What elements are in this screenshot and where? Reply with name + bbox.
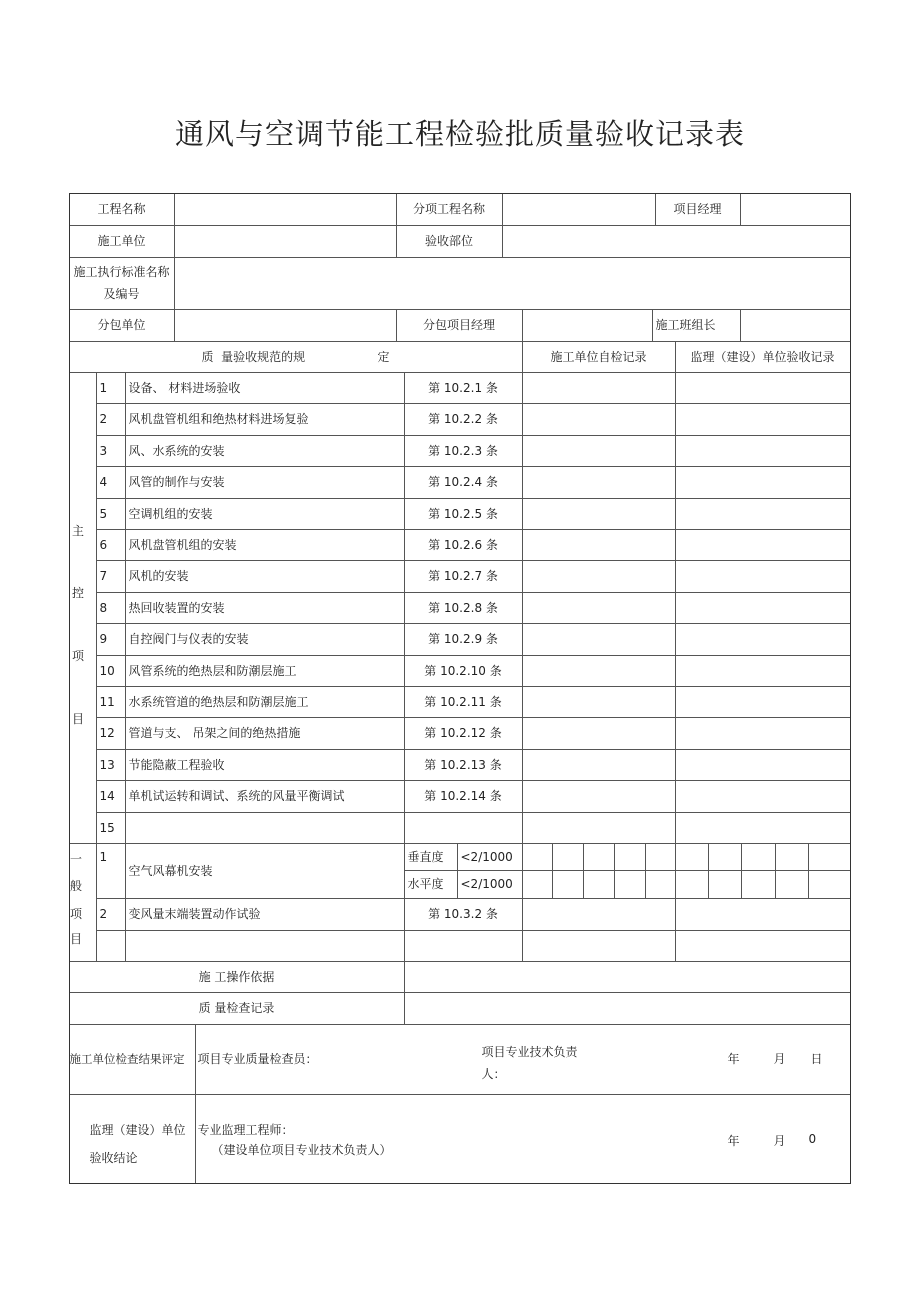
supervision-header-text: 监理（建设）单位验收记录 [690, 349, 835, 364]
sub-project-label [396, 193, 503, 226]
supervision-header [675, 341, 851, 373]
item-number [96, 623, 126, 656]
supervision-field[interactable] [675, 372, 851, 404]
level-label-text: 水平度 [407, 877, 444, 891]
inspection-part-field[interactable] [502, 225, 851, 258]
self-check-field[interactable] [522, 529, 676, 561]
item-number [96, 592, 126, 624]
category-char: 主 [72, 524, 85, 538]
item-number [96, 435, 126, 467]
supervision-label-2: 验收结论 [89, 1150, 138, 1165]
item-number [96, 403, 126, 436]
category-char: 项 [70, 907, 83, 921]
item-number [96, 372, 126, 404]
sub-pm-label-text: 分包项目经理 [422, 318, 495, 332]
supervision-field[interactable] [675, 623, 851, 656]
item-name [125, 812, 405, 844]
item-clause [404, 749, 523, 781]
self-check-field[interactable] [522, 403, 676, 436]
sub-project-field[interactable] [502, 193, 656, 226]
measure-cell[interactable] [775, 870, 809, 899]
item-name-text: 风机盘管机组的安装 [128, 537, 237, 552]
measure-cell[interactable] [522, 870, 553, 899]
inspection-part-label-text: 验收部位 [424, 234, 473, 248]
supervision-field[interactable] [675, 898, 851, 931]
sub-project-label-text: 分项工程名称 [412, 202, 485, 216]
item-clause [404, 592, 523, 624]
subcontractor-label-text: 分包单位 [97, 318, 146, 332]
category-char: 项 [72, 649, 85, 663]
supervision-label-1: 监理（建设）单位 [89, 1122, 186, 1137]
measure-cell[interactable] [708, 870, 742, 899]
item-number-text: 9 [99, 632, 108, 646]
supervision-field[interactable] [675, 435, 851, 467]
supervision-field[interactable] [675, 560, 851, 593]
measure-cell[interactable] [614, 843, 646, 871]
item-name-text: 设备、 材料进场验收 [128, 380, 241, 395]
item-clause-text: 第 10.3.2 条 [428, 907, 498, 921]
sub-pm-field[interactable] [522, 309, 653, 342]
item-name [125, 898, 405, 931]
year-label: 年 [727, 1051, 740, 1066]
category-char: 般 [70, 879, 83, 893]
year-label: 年 [727, 1133, 740, 1148]
item-number-text: 5 [99, 506, 108, 521]
item-name-text: 水系统管道的绝热层和防潮层施工 [128, 694, 309, 709]
item-number-text: 1 [99, 380, 108, 395]
item-clause-text: 第 10.2.4 条 [428, 475, 498, 489]
self-check-field[interactable] [522, 686, 676, 718]
item-clause [404, 686, 523, 718]
category-char: 目 [72, 712, 85, 726]
quality-inspector-label: 项目专业质量检查员： [197, 1051, 318, 1066]
item-name [125, 749, 405, 781]
item-name-text: 管道与支、 吊架之间的绝热措施 [128, 726, 301, 740]
supervision-conclusion-field[interactable] [195, 1094, 851, 1184]
item-name-text: 节能隐蔽工程验收 [128, 757, 225, 772]
spec-header-text: 质 量验收规范的规 定 [201, 349, 390, 364]
item-name-text: 空气风幕机安装 [128, 863, 213, 878]
measure-cell[interactable] [741, 870, 776, 899]
supervision-field[interactable] [675, 780, 851, 813]
category-char: 控 [72, 586, 85, 600]
self-check-field[interactable] [522, 498, 676, 530]
owner-tech-lead-label: （建设单位项目专业技术负责人） [211, 1142, 392, 1157]
item-clause-text: 第 10.2.7 条 [428, 569, 498, 583]
item-clause-text: 第 10.2.5 条 [428, 506, 498, 521]
quality-record-field[interactable] [404, 992, 851, 1025]
item-number [96, 930, 126, 962]
project-manager-label-text: 项目经理 [673, 202, 722, 216]
self-check-field[interactable] [522, 466, 676, 499]
project-manager-label [655, 193, 741, 226]
level-label [404, 870, 458, 899]
item-name [125, 623, 405, 656]
item-number [96, 898, 126, 931]
item-number-text: 8 [99, 600, 108, 615]
measure-cell[interactable] [583, 870, 615, 899]
supervision-field[interactable] [675, 686, 851, 718]
level-value-text: <2/1000 [460, 877, 513, 891]
self-check-field[interactable] [522, 749, 676, 781]
project-name-label [69, 193, 175, 226]
item-clause [404, 623, 523, 656]
self-check-field[interactable] [522, 812, 676, 844]
contractor-eval-field[interactable] [195, 1024, 851, 1095]
category-char: 一 [70, 852, 83, 866]
verticality-value [457, 843, 523, 871]
item-number [96, 749, 126, 781]
item-clause [404, 403, 523, 436]
supervision-field[interactable] [675, 592, 851, 624]
item-name-text: 风机盘管机组和绝热材料进场复验 [128, 412, 309, 426]
item-number [96, 560, 126, 593]
item-number [96, 843, 126, 899]
item-name-text: 变风量末端装置动作试验 [128, 907, 261, 921]
form-title: 通风与空调节能工程检验批质量验收记录表 [174, 117, 745, 151]
measure-cell[interactable] [583, 843, 615, 871]
self-check-field[interactable] [522, 717, 676, 750]
item-number-text: 4 [99, 475, 108, 489]
item-number [96, 655, 126, 687]
day-label: 日 [810, 1051, 823, 1066]
standard-field[interactable] [174, 257, 851, 310]
supervision-field[interactable] [675, 812, 851, 844]
team-leader-label [652, 309, 741, 342]
subcontractor-label [69, 309, 175, 342]
contractor-label [69, 225, 175, 258]
item-name [125, 843, 405, 899]
item-name [125, 592, 405, 624]
item-name-text: 空调机组的安装 [128, 506, 213, 521]
self-check-field[interactable] [522, 655, 676, 687]
measure-cell[interactable] [675, 843, 709, 871]
supervision-field[interactable] [675, 749, 851, 781]
item-name-text: 自控阀门与仪表的安装 [128, 632, 249, 646]
self-check-header [522, 341, 676, 373]
supervision-field[interactable] [675, 655, 851, 687]
team-leader-field[interactable] [740, 309, 851, 342]
item-clause [404, 372, 523, 404]
day-label: 0 [808, 1131, 817, 1146]
sub-pm-label [396, 309, 523, 342]
item-clause-text: 第 10.2.1 条 [428, 380, 498, 395]
operation-basis-label-text: 施 工操作依据 [198, 969, 275, 984]
measure-cell[interactable] [808, 870, 851, 899]
operation-basis-label [69, 961, 405, 993]
self-check-field[interactable] [522, 930, 676, 962]
item-clause-text: 第 10.2.9 条 [428, 632, 498, 646]
item-name-text: 风机的安装 [128, 569, 189, 583]
measure-cell[interactable] [552, 843, 584, 871]
item-clause [404, 498, 523, 530]
measure-cell[interactable] [552, 870, 584, 899]
self-check-field[interactable] [522, 898, 676, 931]
item-name-text: 风管的制作与安装 [128, 475, 225, 489]
quality-record-label [69, 992, 405, 1025]
level-value [457, 870, 523, 899]
item-number-text: 11 [99, 694, 115, 709]
supervision-field[interactable] [675, 930, 851, 962]
item-clause [404, 812, 523, 844]
self-check-field[interactable] [522, 372, 676, 404]
measure-cell[interactable] [645, 843, 676, 871]
item-name [125, 435, 405, 467]
item-number [96, 780, 126, 813]
supervision-field[interactable] [675, 466, 851, 499]
item-clause-text: 第 10.2.6 条 [428, 537, 498, 552]
contractor-eval-label [69, 1024, 196, 1095]
self-check-field[interactable] [522, 435, 676, 467]
item-name [125, 686, 405, 718]
item-clause [404, 435, 523, 467]
item-clause [404, 780, 523, 813]
item-number [96, 812, 126, 844]
item-name [125, 529, 405, 561]
item-clause [404, 898, 523, 931]
supervision-field[interactable] [675, 717, 851, 750]
item-number-text: 12 [99, 726, 115, 740]
supervision-field[interactable] [675, 529, 851, 561]
supervision-label-block [69, 1094, 196, 1184]
item-clause-text: 第 10.2.3 条 [428, 443, 498, 458]
item-number-text: 13 [99, 757, 115, 772]
item-name [125, 717, 405, 750]
item-name [125, 560, 405, 593]
item-name [125, 372, 405, 404]
inspection-part-label [396, 225, 503, 258]
item-clause-text: 第 10.2.13 条 [424, 757, 502, 772]
item-number [96, 529, 126, 561]
item-name [125, 403, 405, 436]
month-label: 月 [773, 1133, 786, 1148]
item-name-text: 风、水系统的安装 [128, 443, 225, 458]
project-name-label-text: 工程名称 [97, 202, 146, 216]
item-clause-text: 第 10.2.12 条 [424, 726, 502, 740]
item-number-text: 6 [99, 537, 108, 552]
item-clause-text: 第 10.2.11 条 [424, 694, 502, 709]
measure-cell[interactable] [708, 843, 742, 871]
verticality-label [404, 843, 458, 871]
tech-lead-label: 项目专业技术负责人： [481, 1044, 578, 1081]
project-name-field[interactable] [174, 193, 397, 226]
item-name [125, 655, 405, 687]
item-number [96, 717, 126, 750]
self-check-field[interactable] [522, 623, 676, 656]
item-number-text: 1 [99, 849, 108, 864]
item-clause [404, 655, 523, 687]
item-number-text: 14 [99, 789, 115, 803]
item-number-text: 15 [99, 820, 115, 835]
contractor-eval-label-text: 施工单位检查结果评定 [69, 1052, 185, 1066]
month-label: 月 [773, 1051, 786, 1066]
item-number-text: 7 [99, 569, 108, 583]
team-leader-label-text: 施工班组长 [655, 318, 716, 332]
standard-label-text: 施工执行标准名称及编号 [73, 265, 170, 301]
supervision-field[interactable] [675, 498, 851, 530]
item-clause [404, 466, 523, 499]
item-clause [404, 717, 523, 750]
item-clause [404, 560, 523, 593]
subcontractor-field[interactable] [174, 309, 397, 342]
self-check-header-text: 施工单位自检记录 [550, 349, 647, 364]
verticality-label-text: 垂直度 [407, 849, 444, 864]
verticality-value-text: <2/1000 [460, 849, 513, 864]
measure-cell[interactable] [645, 870, 676, 899]
category-char: 目 [70, 932, 83, 946]
item-clause [404, 930, 523, 962]
item-name [125, 466, 405, 499]
item-name-text: 热回收装置的安装 [128, 600, 225, 615]
item-name [125, 930, 405, 962]
item-number-text: 2 [99, 412, 108, 426]
measure-cell[interactable] [614, 870, 646, 899]
measure-cell[interactable] [675, 870, 709, 899]
measure-cell[interactable] [808, 843, 851, 871]
measure-cell[interactable] [741, 843, 776, 871]
self-check-field[interactable] [522, 780, 676, 813]
spec-header [69, 341, 523, 373]
item-clause-text: 第 10.2.10 条 [424, 663, 502, 678]
measure-cell[interactable] [522, 843, 553, 871]
item-number-text: 2 [99, 907, 108, 921]
self-check-field[interactable] [522, 592, 676, 624]
self-check-field[interactable] [522, 560, 676, 593]
project-manager-field[interactable] [740, 193, 851, 226]
item-number-text: 3 [99, 443, 108, 458]
item-number [96, 466, 126, 499]
item-name-text: 风管系统的绝热层和防潮层施工 [128, 663, 297, 678]
item-clause-text: 第 10.2.14 条 [424, 789, 502, 803]
supervising-engineer-label: 专业监理工程师： [197, 1122, 294, 1137]
measure-cell[interactable] [775, 843, 809, 871]
item-name-text: 单机试运转和调试、系统的风量平衡调试 [128, 789, 345, 803]
item-clause-text: 第 10.2.8 条 [428, 600, 498, 615]
item-name [125, 498, 405, 530]
item-number [96, 686, 126, 718]
quality-record-label-text: 质 量检查记录 [198, 1001, 275, 1015]
contractor-label-text: 施工单位 [97, 234, 146, 248]
item-number [96, 498, 126, 530]
item-clause-text: 第 10.2.2 条 [428, 412, 498, 426]
item-name [125, 780, 405, 813]
item-number-text: 10 [99, 663, 115, 678]
main-control-category [69, 372, 97, 844]
supervision-field[interactable] [675, 403, 851, 436]
standard-label [69, 257, 175, 310]
operation-basis-field[interactable] [404, 961, 851, 993]
contractor-field[interactable] [174, 225, 397, 258]
item-clause [404, 529, 523, 561]
